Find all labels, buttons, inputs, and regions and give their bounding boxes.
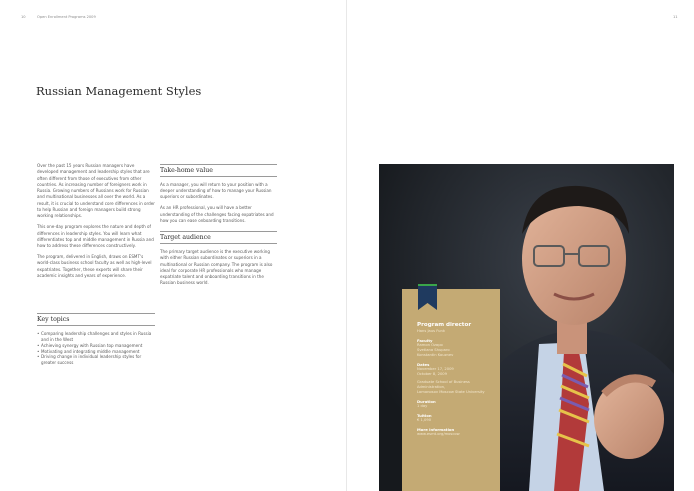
faculty-member: Ramon Ozapo — [417, 343, 443, 347]
key-topic-item: • Achieving synergy with Russian top management — [37, 343, 155, 349]
target-audience-paragraph: The primary target audience is the executive working with either Russian subordinates or superiors in a multinational or Russian company. The program is also ideal for corporate HR professionals who manage expatriate talent and onboarding transitions in the Russian business world. — [160, 248, 273, 286]
program-info-content — [417, 322, 497, 437]
faculty-member: Konstantin Kouznev — [417, 353, 454, 357]
duration-value: 1 day — [417, 404, 428, 408]
tuition-label: Tuition — [417, 413, 432, 418]
right-page-number: 11 — [673, 15, 678, 19]
program-info-panel — [402, 289, 500, 491]
takehome-paragraph: As a manager, you will return to your position with a deeper understanding of how to manage your Russian superiors or subordinates. — [160, 181, 272, 200]
program-date: October 8, 2009 — [417, 372, 448, 376]
faculty-label: Faculty — [417, 338, 433, 343]
benefits-column — [160, 164, 277, 291]
director-name: Hans Jaus Funk — [417, 329, 445, 333]
key-topic-item: • Motivating and integrating middle management — [37, 349, 155, 355]
location-line: Graduate School of Business Administration, — [417, 380, 470, 389]
location-line: Lomonosov Moscow State University — [417, 390, 485, 394]
page-gutter — [346, 0, 347, 491]
intro-paragraph: Over the past 15 years Russian managers have developed management and leadership styles that are often different from those of executives from other countries. As increasing number of foreigners work in Russia. Growing numbers of Russians work for Russian and multinational businesses all over the world. As a result, it is crucial to understand core differences in order to help Russian and foreign managers build strong working relationships. — [37, 163, 155, 219]
page-title: Russian Management Styles — [36, 84, 202, 98]
director-label: Program director — [417, 322, 472, 328]
left-page-number: 10 — [21, 15, 26, 19]
intro-column — [37, 163, 155, 284]
key-topics-section — [37, 313, 155, 366]
program-date: November 17, 2009 — [417, 367, 454, 371]
key-topics-list — [37, 331, 155, 366]
dates-label: Dates — [417, 362, 430, 367]
tuition-value: € 1,090 — [417, 418, 432, 422]
intro-paragraph: This one-day program explores the nature and depth of differences in leadership styles. You will learn what differentiates top and middle management in Russia and how to address these differences constructively. — [37, 224, 154, 249]
publication-name: Open Enrollment Programs 2009 — [37, 15, 96, 19]
key-topic-item: • Driving change in individual leadership styles for greater success — [37, 354, 155, 366]
faculty-member: Svetlana Shuparo — [417, 348, 450, 352]
more-info-label: More information — [417, 427, 455, 432]
takehome-heading: Take-home value — [160, 164, 277, 177]
more-info-link[interactable]: www.esmt.org/moscow — [417, 432, 460, 436]
key-topics-heading: Key topics — [37, 313, 155, 326]
bookmark-flag-icon — [418, 284, 437, 310]
takehome-paragraph: As an HR professional, you will have a better understanding of the challenges facing expatriates and how you can ease onboarding transitions. — [160, 205, 274, 223]
key-topic-item: • Comparing leadership challenges and styles in Russia and in the West — [37, 331, 155, 343]
target-audience-heading: Target audience — [160, 231, 277, 244]
intro-paragraph: The program, delivered in English, draws on ESMT's world-class business school faculty as well as high-level expatriates. Together, these experts will share their academic insights and years of experience. — [37, 254, 152, 278]
duration-label: Duration — [417, 399, 436, 404]
